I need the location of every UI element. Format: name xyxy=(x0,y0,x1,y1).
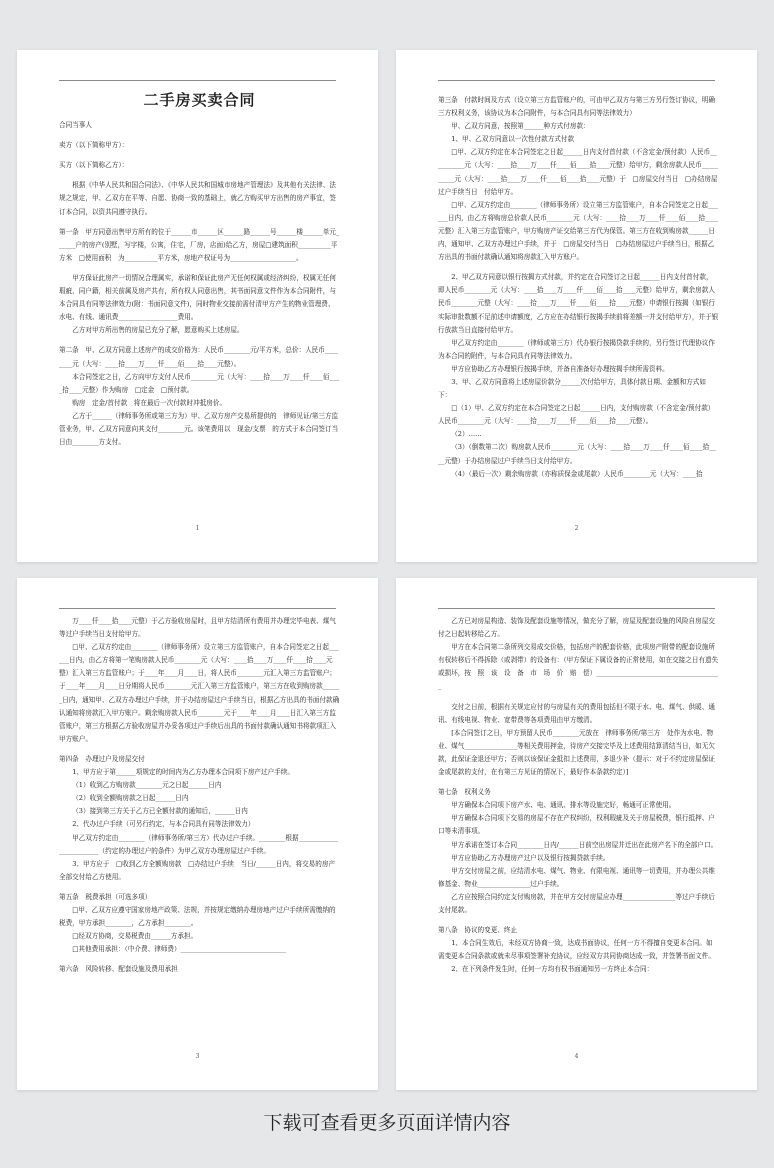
contract-paragraph: （2）收到全额购房款之日起______日内 xyxy=(72,794,189,803)
contract-paragraph: 甲、乙双方同意，按照第______种方式付房款： xyxy=(451,122,590,131)
contract-paragraph: 第五条 税费承担（可选多项） xyxy=(59,892,152,901)
page-number: 4 xyxy=(574,1053,579,1060)
contract-paragraph: （3）（倒数第二次）购房款人民币________元（大写：____拾____万____仟____佰____拾____元整）于办结房屋过户手续当日支付给甲方。 xyxy=(438,443,716,465)
contract-paragraph: 1、甲方应于第______项规定的时间内为乙方办理本合同项下房产过户手续。 xyxy=(72,768,294,777)
page-number: 1 xyxy=(195,525,200,532)
page-content xyxy=(17,609,378,976)
contract-paragraph: 交付之日前，根据有关规定应付的与房屋有关的费用包括但不限于水、电、煤气、供暖、通讯、有线电视、物业、宽带费等各项费用由甲方缴清。 xyxy=(438,702,715,724)
paragraph-list xyxy=(438,615,719,976)
paragraph-spacer xyxy=(59,219,340,226)
contract-paragraph: 甲乙双方约定由________（律师或第三方）代办银行按揭贷款手续的，另行签订代理协议作为本合同的附件，与本合同具有同等法律效力。 xyxy=(438,338,715,360)
contract-paragraph: 乙方对甲方所出售的房屋已充分了解，愿意购买上述房屋。 xyxy=(72,326,244,335)
contract-paragraph: 甲方应协助乙方办理房产过户以及银行按揭贷款手续。 xyxy=(451,853,610,862)
contract-paragraph: 本合同签定之日，乙方向甲方支付人民币________元（大写：____拾____万____仟____佰____拾____元整）作为购房 □定金 □预付款。 xyxy=(59,372,340,394)
contract-title: 二手房买卖合同 xyxy=(143,91,256,109)
contract-paragraph: 第六条 风险转移、配套设施及费用承担 xyxy=(59,965,178,974)
contract-paragraph: 甲方确保本合同项下房产水、电、通讯、排水等设施完好，畅通可正常使用。 xyxy=(451,801,676,810)
contract-paragraph: 第八条 协议的变更、终止 xyxy=(438,926,518,935)
contract-paragraph: （2）…… xyxy=(451,430,482,439)
paragraph-spacer xyxy=(59,132,340,139)
contract-paragraph: 甲方承诺在签订本合同________日内/______日前空出房屋并迁出在此房产名下的全部户口。 xyxy=(451,840,718,849)
contract-paragraph: 第一条 甲方同意出售甲方所有的位于______市______区______路______号______楼______单元______户的房产(别墅，写字楼，公寓，住宅，厂房，店面)给乙方，房屋□建筑面积__________平方米 □使用面积 为__________平方米，房地产权证号为____________________。 xyxy=(59,227,340,262)
paragraph-spacer xyxy=(59,265,340,272)
contract-paragraph: （3）接到第三方关于乙方已全额付款的通知后，______日内 xyxy=(72,807,248,816)
contract-paragraph: 2、在下列条件发生时，任何一方均有权书面通知另一方终止本合同： xyxy=(451,965,654,974)
contract-paragraph: 乙方已对房屋构造、装饰及配套设施等情况，做充分了解，房屋及配套设施的风险自房屋交付之日起转移给乙方。 xyxy=(438,617,715,639)
contract-paragraph: □其他费用承担：（中介费、律师费）________________________________ xyxy=(72,945,287,954)
contract-page-1 xyxy=(17,50,378,562)
contract-paragraph: 2、代办过户手续（可另行约定，与本合同具有同等法律效力） xyxy=(72,820,255,829)
contract-paragraph: 买方（以下简称乙方）： xyxy=(59,161,129,170)
page-content xyxy=(396,81,757,481)
contract-paragraph: □甲、乙双方约定由________（律师事务所）设立第三方监管账户，自本合同签定之日起______日内，由乙方将购房总价款人民币________元（大写：____拾____万____仟____佰____拾____元整）汇入第三方监管账户，甲方购房产证交给第三方代为保管。第三方在收到购房款______日内，通知甲、乙双方办理过户手续，并于 □房屋交付当日 □办结房屋过户手续当日，根据乙方出具的书面付款确认通知将房款汇入甲方账户。 xyxy=(438,200,719,262)
page-number: 3 xyxy=(195,1053,200,1060)
contract-paragraph: （1）收到乙方购房款________元之日起______日内 xyxy=(72,781,222,790)
contract-paragraph: □甲、乙双方约定在本合同签定之日起______日内支付首付款（不含定金/预付款）人民币__________元（大写：____拾____万____仟____佰____拾____元整）给甲方，剩余房款人民币__________元（大写：____拾____万____仟____佰____拾____元整）于 □房屋交付当日 □办结房屋过户手续当日 付给甲方。 xyxy=(438,148,719,196)
contract-paragraph: 合同当事人 xyxy=(59,121,92,130)
contract-paragraph: □甲、乙双方约定由________（律师事务所）设立第三方监管账户，自本合同签定之日起______日内，由乙方将第一笔购房款人民币________元（大写：____拾____万____仟____拾____元整）汇入第三方监管账户；于____年____月____日，将人民币________元汇入第三方监管账户；于____年____月____日分期将人民币________元汇入第三方监管账户，第三方在收到购房款______日内，通知甲、乙双方办理过户手续，并于办结房屋过户手续当日，根据乙方出具的书面付款确认通知将房款汇入甲方账户。剩余购房款人民币________元于____年____月____日汇入第三方监管账户，第三方根据乙方验收房屋并办妥各项过户手续后出具的书面付款确认通知书将款项汇入甲方账户。 xyxy=(59,643,340,743)
contract-paragraph: 乙方于______（律师事务所或第三方为）甲、乙双方房产交易所提供的 律师见证/第三方监管业务，甲、乙双方同意向其支付________元。该笔费用以 现金/支票 的方式于本合同签订当日由________方支付。 xyxy=(59,411,339,447)
paragraph-spacer xyxy=(438,917,719,924)
contract-paragraph: 乙方应按照合同约定支付购房款，并在甲方交付房屋应办理________________等过户手续后支付尾款。 xyxy=(438,892,715,914)
contract-paragraph: 卖方（以下简称甲方）： xyxy=(59,141,129,150)
contract-page-3 xyxy=(17,578,378,1090)
paragraph-list xyxy=(438,94,719,481)
contract-page-2 xyxy=(396,50,757,562)
paragraph-spacer xyxy=(59,956,340,963)
contract-paragraph: 第三条 付款时间及方式（设立第三方监管账户的，可由甲乙双方与第三方另行签订协议，明确三方权利义务，该协议为本合同附件，与本合同具有同等法律效力） xyxy=(438,96,715,118)
page-content xyxy=(17,81,378,449)
contract-paragraph: □（1）甲、乙双方约定在本合同签定之日起______日内，支付购房款（不含定金/预付款）人民币________元（大写：____拾____万____仟____佰____拾____元整）。 xyxy=(438,404,715,426)
contract-paragraph: 甲方保证此房产一切情况合理属实，承诺和保证此房产无任何权属或经济纠纷，权属无任何瑕疵，同户籍，相关前属及房产共有，所有权人同意出售，其书面同意文件作为本合同附件，与本合同具有同等法律效力(附：书面同意文件)，同时物业交接前需付清甲方产生的物业管理费、水电、有线、通讯费__________________费用。 xyxy=(59,273,336,322)
paragraph-spacer xyxy=(59,746,340,753)
contract-paragraph: 第四条 办理过户及房屋交付 xyxy=(59,754,145,763)
contract-paragraph: □甲、乙双方应遵守国家房地产政策、法规，并按规定缴纳办理房地产过户手续所需缴纳的税费，甲方承担________，乙方承担________。 xyxy=(59,905,336,928)
contract-paragraph: 1、本合同生效后，未经双方协商一致，达成书面协议，任何一方不得擅自变更本合同。如需变更本合同条款或就未尽事项签署补充协议，应经双方共同协商达成一致，并签署书面文件。 xyxy=(438,939,715,961)
contract-paragraph: 3、甲、乙双方同意将上述房屋价款分______次付给甲方，具体付款日期、金额和方式如下： xyxy=(438,377,706,400)
contract-paragraph: 甲方交付房屋之前，应结清水电、煤气、物业、有限电视、通讯等一切费用，并办理公共维修基金、物业________________过户手续。 xyxy=(438,866,715,888)
paragraph-spacer xyxy=(59,152,340,159)
contract-paragraph: 甲方应协助乙方办理银行按揭手续，并备自准备好办理按揭手续所需资料。 xyxy=(451,364,669,373)
paragraph-list xyxy=(59,119,340,449)
paragraph-spacer xyxy=(59,172,340,179)
contract-paragraph: 甲方确保本合同项下交易的房屋不存在产权纠纷，权利瑕疵及关于房屋税费，银行抵押、户口等未清事项。 xyxy=(438,814,715,836)
paragraph-spacer xyxy=(438,779,719,786)
contract-page-4 xyxy=(396,578,757,1090)
page-content xyxy=(396,609,757,976)
contract-paragraph: □经双方协商，交易税费由______方承担。 xyxy=(72,932,198,941)
page-number: 2 xyxy=(574,525,579,532)
contract-paragraph: 甲方在本合同第二条所列交易成交价格，包括房产的配套价格，此项房产附带的配套设施所有权转移后不得拆除（或剥带）的设备有：（甲方保证下属设备的正常使用，如在交接之日有遗失或损坏，按 照 该 设 备 市 场 价 赔 偿）______________________________________ xyxy=(438,643,719,691)
contract-paragraph: 万____仟____拾____元整）于乙方验收房屋时，且甲方结清所有费用并办理完毕电表、煤气等过户手续当日支付给甲方。 xyxy=(59,617,336,639)
download-caption[interactable]: 下载可查看更多页面详情内容 xyxy=(263,1112,511,1134)
contract-paragraph: 第二条 甲、乙双方同意上述房产的成交价格为：人民币________元/平方米，总价：人民币________元（大写：____拾____万____仟____佰____拾____元整）。 xyxy=(59,346,339,368)
paragraph-list xyxy=(59,615,340,976)
contract-paragraph: 根据《中华人民共和国合同法》、《中华人民共和国城市房地产管理法》及其他有关法律、法规之规定，甲、乙双方在平等、自愿、协商一致的基础上，就乙方购买甲方出售的房产事宜，签订本合同，以资共同遵守执行。 xyxy=(59,181,336,216)
contract-paragraph: 购房 定金/首付款 将在最后一次付款时冲抵房价。 xyxy=(72,398,227,407)
contract-paragraph: [本合同签订之日，甲方预留人民币________元放在 律师事务所/第三方 处作为水电、物业、煤气________________等相关费用押金，待房产交接完毕及上述费用结算清结当日，如无欠款，此保证金退还甲方；否则以该保证金抵扣上述费用，多退少补（提示：对于不约定房屋保证金或尾款的支付，在有第三方见证的情况下，最好作本条款约定）] xyxy=(438,728,715,777)
contract-paragraph: 2、甲乙双方同意以银行按揭方式付款，并约定在合同签订之日起______日内支付首付款，即人民币________元（大写：____拾____万____仟____佰____拾____元整）给甲方，剩余房款人民币________元整（大写：____拾____万____仟____佰____拾____元整）申请银行按揭（如银行实际审批数额不足前述申请额度，乙方应在办结银行按揭手续前将差额一并支付给甲方），并于银行放款当日直接付给甲方。 xyxy=(438,273,719,334)
paragraph-spacer xyxy=(438,694,719,701)
paragraph-spacer xyxy=(59,884,340,891)
contract-paragraph: 第七条 权利义务 xyxy=(438,788,491,797)
contract-paragraph: 3、甲方应于 □收到乙方全额购房款 □办结过户手续 当日/______日内，将交易的房产全部交付给乙方使用。 xyxy=(59,859,336,881)
contract-paragraph: 甲乙双方约定由________（律师事务所/第三方）代办过户手续。________根据________________________（约定的办理过户的条件）为甲乙双方办理房屋过户手续。 xyxy=(59,833,339,855)
contract-paragraph: （4）（最后一次）剩余购房款（亦称质保金或尾款）人民币________元（大写：____拾 xyxy=(451,469,703,478)
contract-paragraph: 1、甲、乙双方同意以一次性付款方式付款 xyxy=(451,135,575,144)
paragraph-spacer xyxy=(438,264,719,271)
paragraph-spacer xyxy=(59,337,340,344)
